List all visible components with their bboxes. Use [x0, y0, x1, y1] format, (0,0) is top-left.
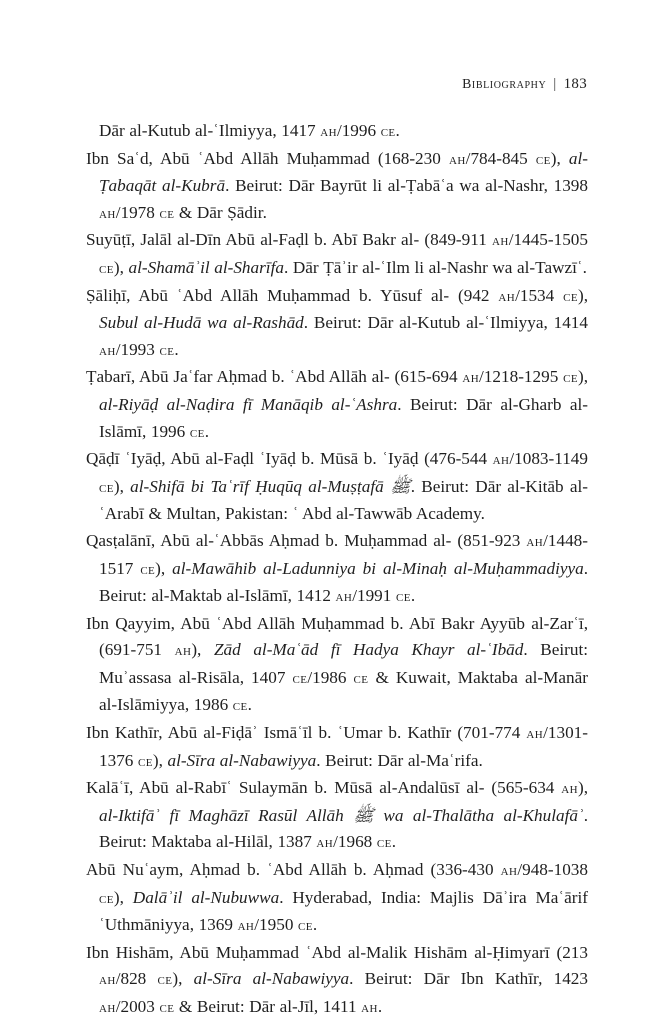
citation-text: ), — [577, 778, 588, 798]
era-abbreviation: ce — [395, 588, 411, 606]
era-abbreviation: ah — [561, 780, 578, 798]
bibliography-entry — [86, 446, 588, 528]
citation-text: . Beirut: Dār al-Gharb al-Islāmī, 1996 — [99, 394, 588, 441]
citation-text: ), — [577, 285, 588, 305]
citation-text: /1301-1376 — [99, 723, 588, 770]
citation-text: Ibn Saʿd, Abū ʿAbd Allāh Muḥammad (168-230 — [86, 148, 449, 168]
era-abbreviation: ah — [492, 232, 509, 250]
work-title: al-Iktifāʾ fī Maghāzī Rasūl Allāh ﷺ wa al-Thalātha al-Khulafāʾ — [99, 805, 584, 825]
era-abbreviation: ce — [380, 123, 396, 140]
citation-text: ), — [113, 887, 133, 907]
page-number: 183 — [563, 76, 587, 92]
era-abbreviation: ah — [99, 999, 116, 1016]
citation-text: . Hyderabad, India: Majlis Dāʾira Maʿārif ʿUthmāniyya, 1369 — [99, 887, 589, 935]
era-abbreviation: ce — [563, 287, 578, 305]
citation-text: Abū Nuʿaym, Aḥmad b. ʿAbd Allāh b. Aḥmad (336-430 — [86, 860, 501, 880]
running-head-separator: | — [553, 76, 557, 92]
citation-text: . — [247, 695, 252, 715]
citation-text: . Beirut: Dār al-Kutub al-ʿIlmiyya, 1414 — [303, 313, 588, 333]
citation-text: ), — [152, 750, 168, 770]
era-abbreviation: ah — [448, 150, 466, 168]
bibliography-entry — [86, 611, 588, 720]
work-title: Dalāʾil al-Nubuwwa — [132, 887, 280, 907]
era-abbreviation: ce — [159, 999, 175, 1016]
citation-text: Ṭabarī, Abū Jaʿfar Aḥmad b. ʿAbd Allāh al- (615-694 — [86, 367, 463, 387]
era-abbreviation: ah — [237, 917, 255, 935]
era-abbreviation: ah — [462, 369, 480, 387]
work-title: al-Shifā bi Taʿrīf Ḥuqūq al-Muṣṭafā ﷺ — [130, 476, 411, 496]
bibliography-entry — [86, 775, 588, 857]
citation-text: . — [174, 339, 179, 359]
work-title: al-Shamāʾil al-Sharīfa — [128, 257, 284, 277]
era-abbreviation: ce — [376, 834, 392, 852]
citation-text: . Beirut: Dār Bayrūt li al-Ṭabāʿa wa al-Nashr, 1398 — [225, 176, 588, 196]
work-title: al-Sīra al-Nabawiyya — [193, 969, 350, 989]
citation-text: . Beirut: Dār al-Kitāb al-ʿArabī & Multan, Pakistan: ʿ Abd al-Tawwāb Academy. — [99, 476, 588, 524]
citation-text: /2003 — [115, 997, 160, 1016]
citation-text: /1534 — [515, 285, 564, 305]
citation-text: . — [391, 832, 397, 852]
work-title: Zād al-Maʿād fī Hadya Khayr al-ʿIbād — [213, 640, 524, 660]
citation-text: Ṣāliḥī, Abū ʿAbd Allāh Muḥammad b. Yūsuf al- (942 — [86, 285, 499, 305]
citation-text: Ibn Kathīr, Abū al-Fiḍāʾ Ismāʿīl b. ʿUmar b. Kathīr (701-774 — [86, 723, 527, 743]
citation-text: /784-845 — [465, 148, 536, 168]
citation-text: Qasṭalānī, Abū al-ʿAbbās Aḥmad b. Muḥammad al- (851-923 — [86, 530, 527, 550]
era-abbreviation: ce — [99, 478, 114, 496]
era-abbreviation: ah — [320, 123, 337, 140]
era-abbreviation: ce — [232, 697, 248, 715]
citation-text: /948-1038 — [517, 860, 588, 880]
citation-text: Ibn Hishām, Abū Muḥammad ʿAbd al-Malik Hishām al-Ḥimyarī (213 — [86, 942, 588, 962]
era-abbreviation: ce — [99, 889, 114, 907]
citation-text: Qāḍī ʿIyāḍ, Abū al-Faḍl ʿIyāḍ b. Mūsā b. ʿIyāḍ (476-544 — [86, 449, 493, 469]
era-abbreviation: ah — [316, 834, 334, 852]
citation-text: & Kuwait, Maktaba al-Manār al-Islāmiyya, 1986 — [99, 667, 588, 715]
era-abbreviation: ah — [492, 451, 510, 469]
citation-text: Dār al-Kutub al-ʿIlmiyya, 1417 — [99, 121, 321, 140]
era-abbreviation: ce — [159, 204, 175, 222]
bibliography-entry-continued — [86, 118, 588, 146]
citation-text: . — [395, 121, 400, 140]
era-abbreviation: ah — [99, 341, 116, 359]
bibliography-entry — [86, 857, 588, 940]
citation-text: ), — [113, 257, 129, 277]
citation-text: /1083-1149 — [509, 449, 588, 469]
era-abbreviation: ah — [526, 725, 544, 743]
citation-text: & Dār Ṣādir. — [174, 202, 267, 222]
citation-text: /1986 — [307, 667, 354, 687]
citation-text: ), — [577, 367, 588, 387]
citation-text: /1978 — [115, 202, 160, 222]
citation-text: Ibn Qayyim, Abū ʿAbd Allāh Muḥammad b. Abī Bakr Ayyūb al-Zarʿī, (691-751 — [86, 613, 588, 660]
era-abbreviation: ce — [292, 669, 308, 687]
citation-text: . — [204, 421, 209, 441]
citation-text: . — [312, 915, 318, 935]
era-abbreviation: ah — [498, 287, 516, 305]
citation-text: . — [410, 586, 416, 606]
era-abbreviation: ah — [361, 999, 378, 1016]
era-abbreviation: ce — [99, 259, 114, 277]
citation-text: . Beirut: Dār al-Maʿrifa. — [316, 750, 483, 770]
citation-text: /1996 — [336, 121, 381, 140]
bibliography-entry — [86, 364, 588, 446]
citation-text: ), — [155, 558, 173, 578]
citation-text: /1218-1295 — [479, 367, 564, 387]
citation-text: /1448-1517 — [99, 530, 588, 578]
citation-text: /1968 — [333, 832, 377, 852]
citation-text: /1445-1505 — [508, 230, 588, 250]
bibliography-list — [86, 118, 588, 1022]
citation-text: . Beirut: al-Maktab al-Islāmī, 1412 — [99, 558, 588, 606]
citation-text: /1950 — [254, 915, 299, 935]
running-head-section: Bibliography — [462, 76, 547, 91]
work-title: al-Mawāhib al-Ladunniya bi al-Minaḥ al-Muḥammadiyya — [172, 558, 584, 578]
era-abbreviation: ce — [535, 150, 551, 168]
era-abbreviation: ah — [335, 588, 353, 606]
era-abbreviation: ce — [298, 917, 313, 935]
citation-text: ), — [550, 148, 569, 168]
citation-text: ), — [191, 640, 214, 660]
citation-text: /1993 — [115, 339, 160, 359]
citation-text: Kalāʿī, Abū al-Rabīʿ Sulaymān b. Mūsā al-Andalūsī al- (565-634 — [86, 778, 562, 798]
era-abbreviation: ce — [159, 341, 175, 359]
citation-text: ), — [113, 476, 131, 496]
work-title: al-Riyāḍ al-Naḍira fī Manāqib al-ʿAshra — [99, 394, 398, 414]
era-abbreviation: ce — [140, 560, 156, 578]
running-head — [462, 76, 587, 93]
citation-text: . Beirut: Muʾassasa al-Risāla, 1407 — [99, 640, 589, 687]
citation-text: . — [377, 997, 383, 1016]
bibliography-entry — [86, 146, 588, 228]
citation-text: ), — [172, 969, 194, 989]
bibliography-entry — [86, 283, 588, 365]
era-abbreviation: ce — [189, 423, 205, 441]
bibliography-entry — [86, 940, 588, 1022]
era-abbreviation: ce — [353, 669, 369, 687]
work-title: al-Ṭabaqāt al-Kubrā — [99, 148, 588, 196]
bibliography-entry — [86, 720, 588, 775]
era-abbreviation: ce — [137, 752, 153, 770]
era-abbreviation: ah — [500, 862, 518, 880]
work-title: al-Sīra al-Nabawiyya — [167, 750, 317, 770]
citation-text: /1991 — [352, 586, 396, 606]
citation-text: . Dār Ṭāʾir al-ʿIlm li al-Nashr wa al-Tawzīʿ. — [283, 257, 587, 277]
era-abbreviation: ah — [99, 971, 116, 989]
bibliography-entry — [86, 528, 588, 611]
citation-text: & Beirut: Dār al-Jīl, 1411 — [174, 997, 362, 1016]
work-title: Subul al-Hudā wa al-Rashād — [99, 313, 304, 333]
citation-text: Suyūṭī, Jalāl al-Dīn Abū al-Faḍl b. Abī Bakr al- (849-911 — [86, 230, 493, 250]
citation-text: /828 — [115, 969, 158, 989]
era-abbreviation: ah — [99, 204, 116, 222]
citation-text: . Beirut: Maktaba al-Hilāl, 1387 — [99, 805, 588, 852]
bibliography-entry — [86, 227, 588, 282]
citation-text: . Beirut: Dār Ibn Kathīr, 1423 — [349, 969, 588, 989]
era-abbreviation: ce — [157, 971, 173, 989]
era-abbreviation: ah — [526, 532, 544, 550]
era-abbreviation: ce — [563, 369, 578, 387]
era-abbreviation: ah — [174, 642, 192, 660]
